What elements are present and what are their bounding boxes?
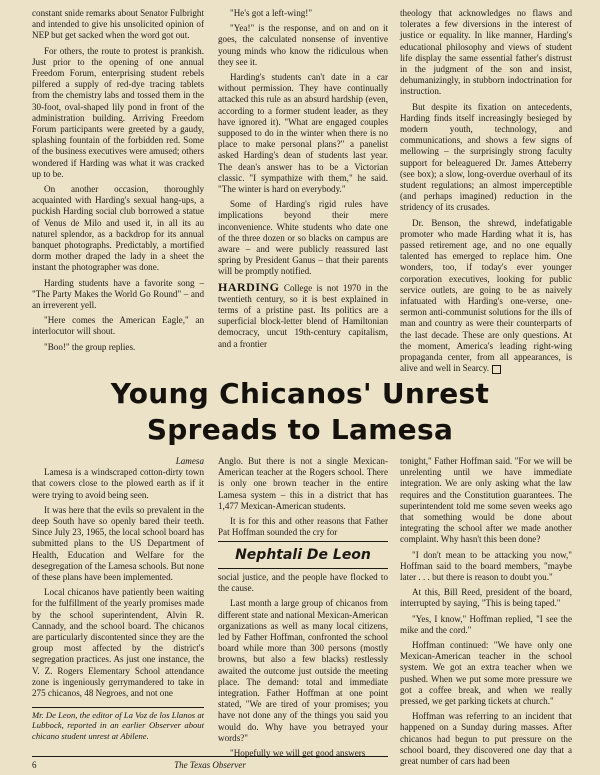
paragraph: social justice, and the people have flocked to the cause. xyxy=(218,572,388,594)
byline: Nephtali De Leon xyxy=(218,541,388,569)
paragraph: But despite its fixation on antecedents, Harding finds itself increasingly besieged by modern youth, technology, and communications, and shows a few signs of mellowing – the surprisingly strong faculty support for beleaguered Dr. James Atteberry (see box); a slow, long-overdue overhaul of its student regulations; an almost imperceptible (and perhaps imagined) reduction in the stridency of its crusades. xyxy=(400,101,572,213)
paragraph: It is for this and other reasons that Father Pat Hoffman sounded the cry for xyxy=(218,516,388,538)
section-lead-paragraph xyxy=(218,279,388,350)
page-footer xyxy=(32,756,388,770)
paragraph: Local chicanos have patiently been waiting for the fulfillment of the yearly promises made by the school superintendent, Alvin R. Cannady, and the school board. The chicanos are particularly discontented since they are the group most affected by the district's segregation practices. As just one instance, the V. Z. Rogers Elementary School attendance zone is ingeniously gerrymandered to take in 275 chicanos, 48 Negroes, and not one xyxy=(32,587,204,699)
lead-in-text: College is not 1970 in the twentieth century, so it is best explained in terms of a pristine past. Its politics are a superficial block-letter blend of Hamiltonian democracy, uncut 19th-century capitalism, and a frontier xyxy=(218,282,388,349)
paragraph: "Boo!" the group replies. xyxy=(44,341,136,352)
article-column-1 xyxy=(32,456,204,703)
paragraph: "Hopefully we will get good answers xyxy=(230,748,366,759)
masthead: The Texas Observer xyxy=(174,760,246,770)
paragraph: "Yes, I know," Hoffman replied, "I see the mike and the cord." xyxy=(400,613,572,635)
top-column-1 xyxy=(32,8,204,357)
paragraph: For others, the route to protest is prankish. Just prior to the opening of one annual Freedom Forum, enterprising student rebels pilfered a supply of red-dye tracing tablets from the chemistry labs and tossed them in the 30-foot, oval-shaped lily pond in front of the administration building. Arriving Freedom Forum participants were greeted by a gaudy, splashing fountain of the forbidden red. Some of the business executives were amused; others wondered if Harding was what it was cracked up to be. xyxy=(32,45,204,179)
end-mark-icon xyxy=(492,365,501,374)
article-column-2-continued xyxy=(218,572,388,763)
paragraph-text: Dr. Benson, the shrewd, indefatigable promoter who made Harding what it is, has passed retirement age, and no one equally talented has emerged to replace him. One wonders, too, if today's ever younger corporation executives, looking for public service outlets, are going to be as naively infatuated with Harding's one-verse, one-sermon anti-communist solutions for the ills of man and country as were their counterparts of the last decade. These are only questions. At the moment, America's leading right-wing propaganda center, from all appearances, is alive and well in Searcy. xyxy=(400,217,572,374)
article-column-2 xyxy=(218,456,388,542)
paragraph: "Yea!" is the response, and on and on it goes, the calculated nonsense of inventive young minds who know the ridiculous when they see it. xyxy=(218,23,388,67)
lead-in-caps: HARDING xyxy=(218,279,280,294)
paragraph xyxy=(400,218,572,375)
top-column-2 xyxy=(218,8,388,354)
author-bio: Mr. De Leon, the editor of La Voz de los Llanos at Lubbock, reported in an earlier Observer about chicano student unrest at Abilene. xyxy=(32,707,204,741)
paragraph: Harding students have a favorite song – "The Party Makes the World Go Round" – and an irreverent yell. xyxy=(32,277,204,311)
paragraph: theology that acknowledges no flaws and tolerates a few diversions in the interest of justice or equality. In like manner, Harding's educational philosophy and views of student life display the same essential father's distrust in the judgment of the son and insist, dehumanizingly, in stubborn indoctrination for instruction. xyxy=(400,8,572,97)
paragraph: At this, Bill Reed, president of the board, interrupted by saying, "This is being taped." xyxy=(400,587,572,609)
paragraph: It was here that the evils so prevalent in the deep South have so openly bared their teeth. Since July 23, 1965, the local school board has submitted plans to the US Department of Health, Education and Welfare for the desegregation of the Lamesa schools. But none of these plans have been implemented. xyxy=(32,504,204,583)
paragraph: Harding's students can't date in a car without permission. They have continually attacked this rule as an absurd hardship (even, according to a former student leader, as they have ignored it). "What are engaged couples supposed to do in the winter when there is no place to make personal plans?" a panelist asked Harding's dean of students last year. The dean's answer has to be a Victorian classic. "I sympathize with them," he said. "The winter is hard on everybody." xyxy=(218,72,388,195)
paragraph: Last month a large group of chicanos from different state and national Mexican-American organizations as well as many local citizens, led by Father Hoffman, confronted the school board while more than 300 persons (mostly browns, but also a few blacks) restlessly awaited the outcome just outside the meeting place. The demand: total and immediate integration. Father Hoffman at one point stated, "We are tired of your promises; you have not done any of the things you said you would do. Why have you betrayed your words?" xyxy=(218,598,389,743)
article-column-3 xyxy=(400,456,572,771)
headline-line-2: Spreads to Lamesa xyxy=(146,413,454,446)
page-number: 6 xyxy=(32,760,37,770)
headline-line-1: Young Chicanos' Unrest xyxy=(110,377,490,410)
paragraph: tonight," Father Hoffman said. "For we will be unrelenting until we have immediate integration. We are only asking what the law requires and the Constitution guarantees. The superintendent told me some seven weeks ago that something would be done about integrating the school after we made another complaint. Why hasn't this been done? xyxy=(400,456,572,545)
top-column-3 xyxy=(400,8,572,379)
paragraph: "He's got a left-wing!" xyxy=(230,8,313,18)
paragraph: Anglo. But there is not a single Mexican-American teacher at the Rogers school. There is only one brown teacher in the entire Lamesa system – this in a district that has 1,477 Mexican-American students. xyxy=(218,456,388,511)
paragraph: Hoffman continued: "We have only one Mexican-American teacher in the school system. We got an extra teacher when we pushed. When we put some more pressure we got a coffee break, and when we really pressed, we get parking tickets at church." xyxy=(400,640,572,707)
paragraph: Hoffman was referring to an incident that happened on a Sunday during masses. After chicanos had begun to put pressure on the school board, they discovered one day that a great number of cars had been xyxy=(400,711,572,767)
paragraph: constant snide remarks about Senator Fulbright and intended to give his unsolicited opinion of NEP but get sacked when the word got out. xyxy=(32,8,204,41)
paragraph: "I don't mean to be attacking you now," Hoffman said to the board members, "maybe later . . . but there is reason to doubt you." xyxy=(400,549,572,583)
paragraph: Lamesa is a windscraped cotton-dirty town that cowers close to the plowed earth as if it were trying to avoid being seen. xyxy=(32,467,204,500)
dateline: Lamesa xyxy=(175,456,204,466)
paragraph: "Here comes the American Eagle," an interlocutor will shout. xyxy=(32,315,204,337)
paragraph: Some of Harding's rigid rules have implications beyond their mere inconvenience. White students who date one of the three dozen or so blacks on campus are aware – and were publicly reassured last spring by President Ganus – that their parents will be promptly notified. xyxy=(218,199,388,277)
paragraph: On another occasion, thoroughly acquainted with Harding's sexual hang-ups, a puckish Harding social club borrowed a statue of Venus de Milo and used it, in all its au naturel splendor, as a backdrop for its annual banquet photographs. Predictably, a mortified dorm mother draped the lady in a sheet the instant the photographer was done. xyxy=(32,184,204,273)
article-headline xyxy=(30,376,570,448)
